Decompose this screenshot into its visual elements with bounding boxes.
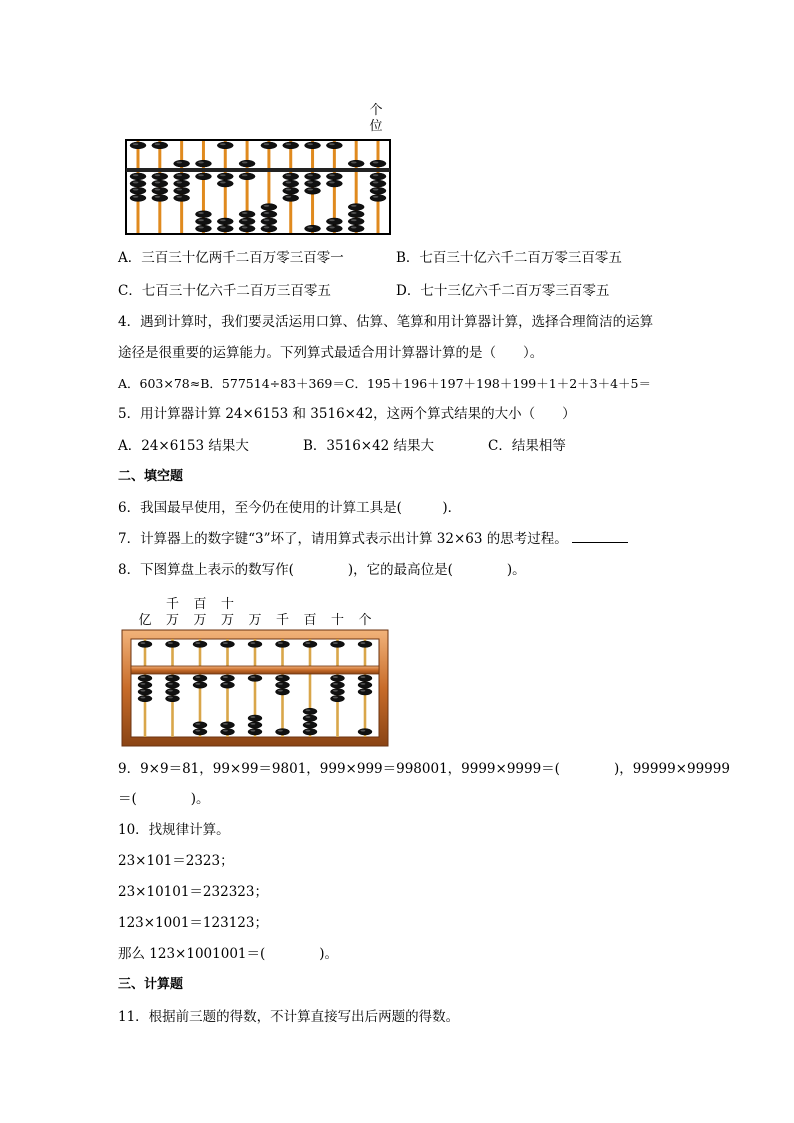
abacus-lower-bead xyxy=(138,675,152,681)
abacus-lower-bead xyxy=(221,729,235,735)
abacus-lower-bead xyxy=(166,675,180,681)
abacus-lower-bead xyxy=(283,195,299,202)
abacus-lower-bead xyxy=(276,689,290,695)
q7-text: 7．计算器上的数字键“3”坏了，请用算式表示出计算 32×63 的思考过程。 xyxy=(118,531,568,547)
abacus-lower-bead xyxy=(195,173,211,180)
abacus-lower-bead xyxy=(130,180,146,187)
abacus-lower-bead xyxy=(239,218,255,225)
abacus-lower-bead xyxy=(248,722,262,728)
abacus-upper-bead xyxy=(152,142,168,149)
q6-stem: 6．我国最早使用，至今仍在使用的计算工具是( )． xyxy=(118,500,462,516)
abacus-lower-bead xyxy=(331,682,345,688)
abacus-upper-bead xyxy=(248,641,262,647)
q7-stem xyxy=(118,530,628,548)
abacus-lower-bead xyxy=(174,173,190,180)
abacus-lower-bead xyxy=(370,173,386,180)
abacus-lower-bead xyxy=(174,187,190,194)
q9-line2: ＝( )。 xyxy=(118,791,210,807)
place-value-label: 万 xyxy=(220,613,235,628)
abacus-lower-bead xyxy=(166,689,180,695)
abacus-upper-bead xyxy=(331,641,345,647)
abacus-lower-bead xyxy=(193,722,207,728)
abacus-lower-bead xyxy=(195,211,211,218)
abacus-lower-bead xyxy=(358,689,372,695)
abacus-lower-bead xyxy=(276,675,290,681)
place-value-label: 十 xyxy=(220,597,235,612)
abacus-lower-bead xyxy=(303,729,317,735)
abacus-upper-bead xyxy=(358,641,372,647)
q3-option-a: A．三百三十亿两千二百万零三百零一 xyxy=(118,250,344,266)
q10-stem: 10．找规律计算。 xyxy=(118,822,230,838)
abacus-upper-bead xyxy=(370,160,386,167)
abacus-lower-bead xyxy=(130,187,146,194)
abacus-lower-bead xyxy=(348,211,364,218)
abacus-lower-bead xyxy=(261,204,277,211)
abacus-upper-bead xyxy=(195,160,211,167)
abacus-lower-bead xyxy=(217,225,233,232)
abacus-lower-bead xyxy=(370,180,386,187)
place-label-char-2: 位 xyxy=(369,119,383,134)
abacus-lower-bead xyxy=(239,211,255,218)
abacus-lower-bead xyxy=(348,218,364,225)
abacus-upper-bead xyxy=(239,160,255,167)
abacus-lower-bead xyxy=(239,225,255,232)
abacus-lower-bead xyxy=(348,204,364,211)
abacus-lower-bead xyxy=(326,225,342,232)
place-value-label: 百 xyxy=(303,613,317,628)
q10-eq4: 那么 123×1001001＝( )。 xyxy=(118,946,339,962)
abacus-lower-bead xyxy=(195,218,211,225)
abacus-lower-bead xyxy=(331,675,345,681)
section-heading-calculation: 三、计算题 xyxy=(118,977,184,992)
q10-eq2: 23×10101＝232323； xyxy=(118,884,268,900)
abacus-lower-bead xyxy=(193,729,207,735)
abacus-upper-bead xyxy=(348,160,364,167)
abacus-lower-bead xyxy=(326,218,342,225)
abacus-lower-bead xyxy=(152,180,168,187)
abacus-figure-2 xyxy=(118,592,392,748)
abacus-upper-bead xyxy=(138,641,152,647)
abacus-upper-bead xyxy=(221,641,235,647)
abacus-lower-bead xyxy=(217,173,233,180)
abacus-lower-bead xyxy=(221,675,235,681)
place-value-label: 万 xyxy=(248,613,262,628)
abacus-lower-bead xyxy=(370,195,386,202)
abacus-lower-bead xyxy=(303,715,317,721)
abacus-lower-bead xyxy=(217,180,233,187)
abacus-lower-bead xyxy=(138,682,152,688)
answer-blank xyxy=(572,530,628,543)
q3-option-c: C．七百三十亿六千二百万三百零五 xyxy=(118,283,331,299)
abacus-lower-bead xyxy=(261,225,277,232)
abacus-upper-bead xyxy=(217,142,233,149)
place-label-char-1: 个 xyxy=(369,103,383,118)
abacus-lower-bead xyxy=(276,729,290,735)
q5-option-b: B．3516×42 结果大 xyxy=(303,438,435,454)
q4-stem-line2: 途径是很重要的运算能力。下列算式最适合用计算器计算的是（ ）。 xyxy=(118,345,544,361)
abacus-lower-bead xyxy=(138,695,152,701)
abacus-lower-bead xyxy=(248,729,262,735)
abacus-upper-bead xyxy=(283,142,299,149)
place-value-label: 百 xyxy=(193,597,207,612)
place-value-label: 亿 xyxy=(138,613,152,628)
abacus-lower-bead xyxy=(166,695,180,701)
q5-option-c: C．结果相等 xyxy=(488,438,566,454)
abacus-lower-bead xyxy=(305,225,321,232)
abacus-lower-bead xyxy=(193,675,207,681)
abacus-lower-bead xyxy=(138,689,152,695)
abacus-lower-bead xyxy=(305,173,321,180)
abacus-lower-bead xyxy=(303,722,317,728)
place-value-label: 个 xyxy=(358,613,372,628)
abacus-lower-bead xyxy=(193,682,207,688)
section-heading-fill-in: 二、填空题 xyxy=(118,469,184,484)
abacus-upper-bead xyxy=(261,142,277,149)
abacus-lower-bead xyxy=(358,675,372,681)
abacus-figure-1 xyxy=(122,100,394,236)
q3-option-b: B．七百三十亿六千二百万零三百零五 xyxy=(396,250,622,266)
abacus-lower-bead xyxy=(221,722,235,728)
q5-option-a: A．24×6153 结果大 xyxy=(118,438,249,454)
place-value-label: 万 xyxy=(165,613,180,628)
place-value-label: 千 xyxy=(165,597,180,612)
abacus-lower-bead xyxy=(276,682,290,688)
abacus-lower-bead xyxy=(358,729,372,735)
abacus-lower-bead xyxy=(261,218,277,225)
abacus-lower-bead xyxy=(326,173,342,180)
abacus-lower-bead xyxy=(217,218,233,225)
abacus-lower-bead xyxy=(331,695,345,701)
abacus-lower-bead xyxy=(305,180,321,187)
abacus-upper-bead xyxy=(174,160,190,167)
abacus-lower-bead xyxy=(248,675,262,681)
abacus-frame xyxy=(122,630,388,746)
abacus-lower-bead xyxy=(166,682,180,688)
abacus-lower-bead xyxy=(283,173,299,180)
q4-options: A．603×78≈B．577514÷83＋369＝C．195＋196＋197＋198＋199＋1＋2＋3＋4＋5＝ xyxy=(118,376,652,391)
abacus-lower-bead xyxy=(174,180,190,187)
abacus-upper-bead xyxy=(305,142,321,149)
abacus-lower-bead xyxy=(195,225,211,232)
abacus-upper-bead xyxy=(193,641,207,647)
abacus-lower-bead xyxy=(174,195,190,202)
abacus-lower-bead xyxy=(305,187,321,194)
abacus-lower-bead xyxy=(152,173,168,180)
q4-stem-line1: 4．遇到计算时，我们要灵活运用口算、估算、笔算和用计算器计算，选择合理简洁的运算 xyxy=(118,314,654,330)
abacus-lower-bead xyxy=(348,225,364,232)
abacus-lower-bead xyxy=(130,173,146,180)
abacus-lower-bead xyxy=(239,173,255,180)
abacus-upper-bead xyxy=(326,142,342,149)
q10-eq1: 23×101＝2323； xyxy=(118,853,234,869)
place-value-label: 万 xyxy=(193,613,207,628)
q5-stem: 5．用计算器计算 24×6153 和 3516×42，这两个算式结果的大小（ ） xyxy=(118,406,576,422)
abacus-lower-bead xyxy=(221,682,235,688)
abacus-lower-bead xyxy=(248,715,262,721)
q8-stem: 8．下图算盘上表示的数写作( )，它的最高位是( )。 xyxy=(118,562,526,578)
q9-line1: 9．9×9＝81，99×99＝9801，999×999＝998001，9999×9999＝( )，99999×99999 xyxy=(118,761,730,777)
abacus-lower-bead xyxy=(152,187,168,194)
abacus-frame xyxy=(126,140,390,234)
q11-stem: 11．根据前三题的得数，不计算直接写出后两题的得数。 xyxy=(118,1009,460,1025)
abacus-lower-bead xyxy=(331,689,345,695)
q10-eq3: 123×1001＝123123； xyxy=(118,915,268,931)
abacus-lower-bead xyxy=(152,195,168,202)
abacus-lower-bead xyxy=(283,187,299,194)
abacus-lower-bead xyxy=(358,682,372,688)
abacus-upper-bead xyxy=(276,641,290,647)
abacus-lower-bead xyxy=(303,708,317,714)
abacus-lower-bead xyxy=(326,180,342,187)
abacus-lower-bead xyxy=(370,187,386,194)
abacus-lower-bead xyxy=(130,195,146,202)
place-value-label: 十 xyxy=(330,613,345,628)
abacus-upper-bead xyxy=(166,641,180,647)
abacus-upper-bead xyxy=(130,142,146,149)
abacus-lower-bead xyxy=(261,211,277,218)
place-value-labels xyxy=(138,596,371,628)
q3-option-d: D．七十三亿六千二百万零三百零五 xyxy=(396,283,610,299)
abacus-upper-bead xyxy=(303,641,317,647)
abacus-lower-bead xyxy=(283,180,299,187)
place-value-label: 千 xyxy=(275,613,290,628)
